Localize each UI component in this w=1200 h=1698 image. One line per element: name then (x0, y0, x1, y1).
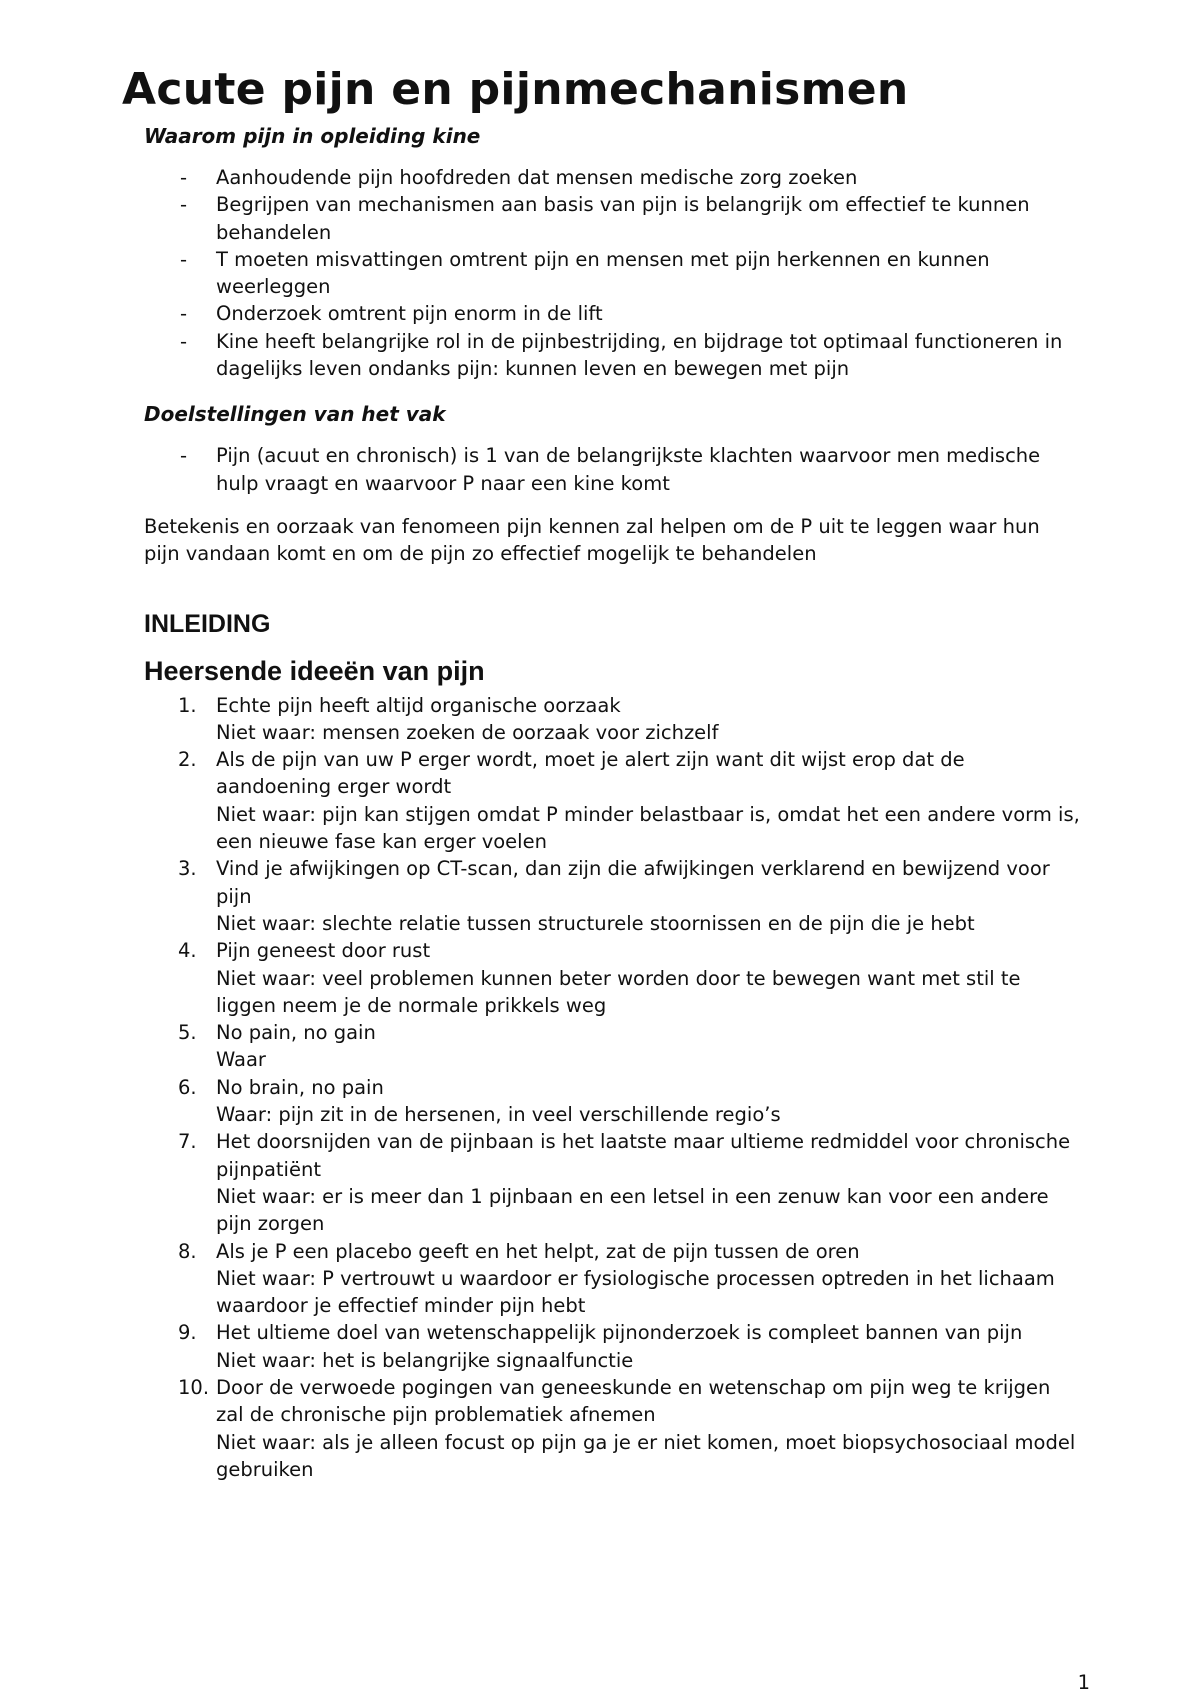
section-heading-why-pain: Waarom pijn in opleiding kine (144, 124, 481, 148)
numbered-item (122, 1374, 1080, 1483)
item-claim: Het ultieme doel van wetenschappelijk pijnonderzoek is compleet bannen van pijn (216, 1321, 1023, 1345)
item-answer: Waar (216, 1048, 266, 1072)
numbered-item (122, 1019, 1080, 1074)
section-heading-introduction: INLEIDING (144, 609, 271, 638)
prevailing-ideas-list (122, 692, 1080, 1484)
numbered-item (122, 1319, 1080, 1374)
list-item: - Kine heeft belangrijke rol in de pijnbestrijding, en bijdrage tot optimaal functioneren in dagelijks leven ondanks pijn: kunnen leven en bewegen met pijn (122, 328, 1080, 383)
item-number: 1. (178, 693, 197, 717)
item-claim: Vind je afwijkingen op CT-scan, dan zijn die afwijkingen verklarend en bewijzend voor pijn (216, 857, 1050, 908)
item-number: 5. (178, 1021, 197, 1045)
item-claim: No brain, no pain (216, 1075, 384, 1099)
list-item: - Onderzoek omtrent pijn enorm in de lift (122, 300, 1080, 327)
subheading-prevailing-ideas: Heersende ideeën van pijn (144, 655, 485, 686)
why-pain-list (122, 164, 1080, 382)
item-answer: Niet waar: veel problemen kunnen beter worden door te bewegen want met stil te liggen neem je de normale prikkels weg (216, 966, 1021, 1017)
numbered-item (122, 1128, 1080, 1237)
item-answer: Niet waar: P vertrouwt u waardoor er fysiologische processen optreden in het lichaam waardoor je effectief minder pijn hebt (216, 1266, 1055, 1318)
list-item: - T moeten misvattingen omtrent pijn en mensen met pijn herkennen en kunnen weerleggen (122, 246, 1080, 301)
item-answer: Niet waar: het is belangrijke signaalfunctie (216, 1348, 634, 1372)
objectives-list (122, 442, 1080, 497)
item-number: 7. (178, 1130, 197, 1154)
objectives-paragraph: Betekenis en oorzaak van fenomeen pijn kennen zal helpen om de P uit te leggen waar hun pijn vandaan komt en om de pijn zo effectief mogelijk te behandelen (144, 514, 1040, 566)
item-answer: Waar: pijn zit in de hersenen, in veel verschillende regio’s (216, 1103, 781, 1127)
item-number: 8. (178, 1239, 197, 1263)
document-title: Acute pijn en pijnmechanismen (122, 64, 909, 115)
item-claim: Door de verwoede pogingen van geneeskunde en wetenschap om pijn weg te krijgen zal de chronische pijn problematiek afnemen (216, 1375, 1051, 1427)
item-number: 9. (178, 1321, 197, 1345)
list-item: - Aanhoudende pijn hoofdreden dat mensen medische zorg zoeken (122, 164, 1080, 191)
item-claim: No pain, no gain (216, 1021, 376, 1045)
item-claim: Het doorsnijden van de pijnbaan is het laatste maar ultieme redmiddel voor chronische pijnpatiënt (216, 1130, 1071, 1181)
item-answer: Niet waar: als je alleen focust op pijn ga je er niet komen, moet biopsychosociaal model gebruiken (216, 1430, 1076, 1481)
numbered-item (122, 746, 1080, 855)
item-answer: Niet waar: pijn kan stijgen omdat P minder belastbaar is, omdat het een andere vorm is, een nieuwe fase kan erger voelen (216, 802, 1080, 854)
list-item: - Begrijpen van mechanismen aan basis van pijn is belangrijk om effectief te kunnen behandelen (122, 191, 1080, 246)
item-claim: Echte pijn heeft altijd organische oorzaak (216, 693, 621, 717)
item-number: 3. (178, 857, 197, 881)
item-claim: Pijn geneest door rust (216, 939, 431, 963)
item-number: 2. (178, 748, 197, 772)
item-answer: Niet waar: mensen zoeken de oorzaak voor zichzelf (216, 720, 719, 744)
item-answer: Niet waar: slechte relatie tussen structurele stoornissen en de pijn die je hebt (216, 911, 975, 935)
list-item: - Pijn (acuut en chronisch) is 1 van de belangrijkste klachten waarvoor men medische hulp vraagt en waarvoor P naar een kine komt (122, 442, 1080, 497)
numbered-item (122, 937, 1080, 1019)
page-number: 1 (1077, 1671, 1090, 1694)
item-number: 4. (178, 939, 197, 963)
item-claim: Als je P een placebo geeft en het helpt, zat de pijn tussen de oren (216, 1239, 860, 1263)
numbered-item (122, 1238, 1080, 1320)
item-number: 10. (178, 1375, 210, 1399)
item-number: 6. (178, 1075, 197, 1099)
numbered-item (122, 855, 1080, 937)
numbered-item (122, 1074, 1080, 1129)
item-answer: Niet waar: er is meer dan 1 pijnbaan en een letsel in een zenuw kan voor een andere pijn zorgen (216, 1184, 1049, 1236)
numbered-item (122, 692, 1080, 747)
item-claim: Als de pijn van uw P erger wordt, moet je alert zijn want dit wijst erop dat de aandoening erger wordt (216, 748, 965, 799)
section-heading-objectives: Doelstellingen van het vak (144, 402, 446, 427)
